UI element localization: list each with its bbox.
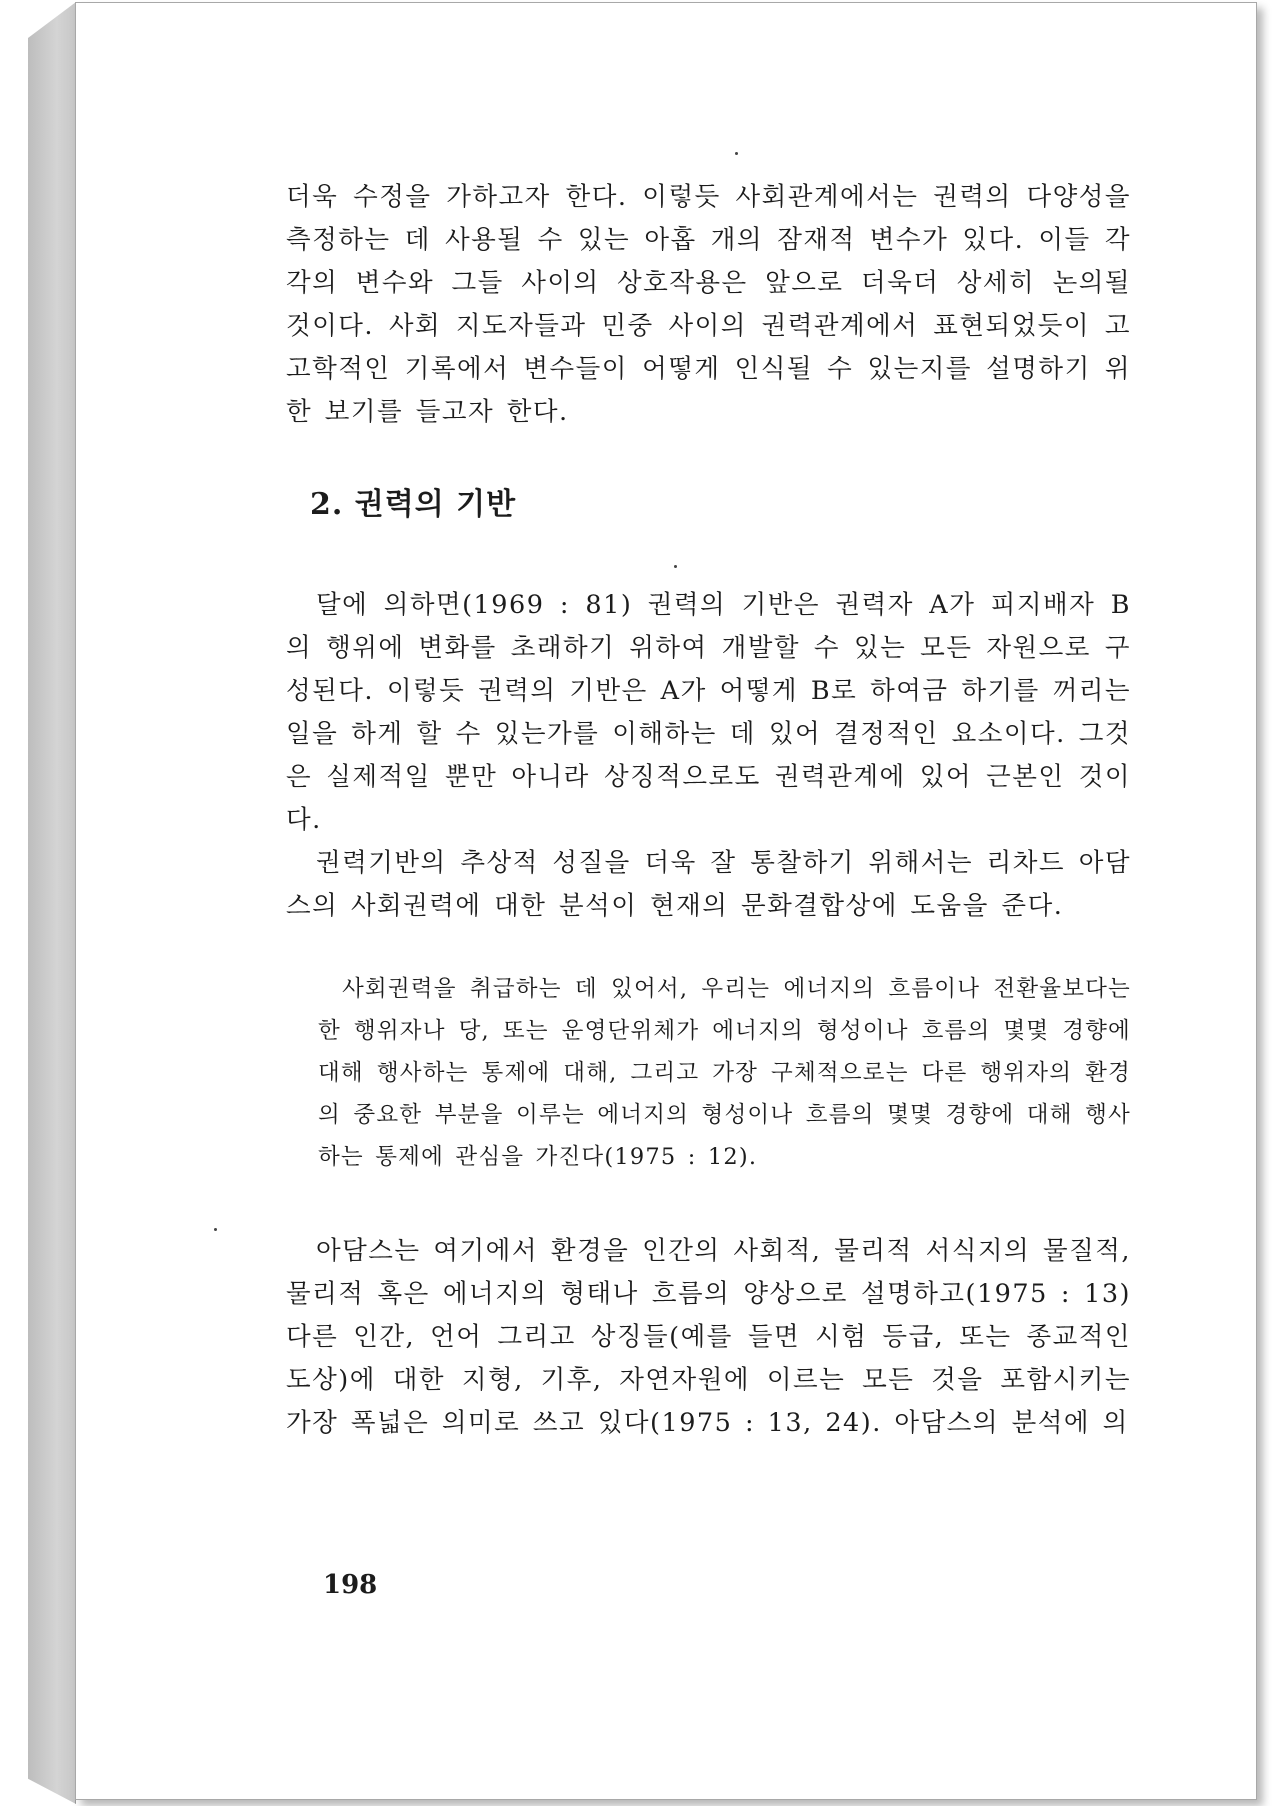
book-spine [28, 2, 76, 1804]
block-quote [318, 968, 1131, 1178]
paragraph-adams-intro: 권력기반의 추상적 성질을 더욱 잘 통찰하기 위해서는 리차드 아담스의 사회권력에 대한 분석이 현재의 문화결합상에 도움을 준다. [286, 848, 1131, 921]
paragraph-power-base: 달에 의하면(1969 : 81) 권력의 기반은 권력자 A가 피지배자 B의 행위에 변화를 초래하기 위하여 개발할 수 있는 모든 자원으로 구성된다. 이렇듯 권력의 기반은 A가 어떻게 B로 하여금 하기를 꺼리는 일을 하게 할 수 있는가를 이해하는 데 있어 결정적인 요소이다. 그것은 실제적일 뿐만 아니라 상징적으로도 권력관계에 있어 근본인 것이다. [286, 590, 1131, 835]
section-heading: 2. 권력의 기반 [310, 487, 517, 522]
paragraph-adams-analysis: 아담스는 여기에서 환경을 인간의 사회적, 물리적 서식지의 물질적, 물리적 혹은 에너지의 형태나 흐름의 양상으로 설명하고(1975 : 13) 다른 인간, 언어 그리고 상징들(예를 들면 시험 등급, 또는 종교적인 도상)에 대한 지형, 기후, 자연자원에 이르는 모든 것을 포함시키는 가장 폭넓은 의미로 쓰고 있다(1975 : 13, 24). 아담스의 분석에 의 [286, 1236, 1131, 1438]
scan-speck [674, 565, 677, 568]
page-number: 198 [323, 1570, 378, 1600]
paragraph-continued: 더욱 수정을 가하고자 한다. 이렇듯 사회관계에서는 권력의 다양성을 측정하는 데 사용될 수 있는 아홉 개의 잠재적 변수가 있다. 이들 각각의 변수와 그들 사이의 상호작용은 앞으로 더욱더 상세히 논의될 것이다. 사회 지도자들과 민중 사이의 권력관계에서 표현되었듯이 고고학적인 기록에서 변수들이 어떻게 인식될 수 있는지를 설명하기 위한 보기를 들고자 한다. [286, 182, 1131, 427]
page-content [286, 176, 1131, 1445]
scan-speck [214, 1228, 217, 1231]
scan-speck [735, 152, 738, 155]
block-quote-text: 사회권력을 취급하는 데 있어서, 우리는 에너지의 흐름이나 전환율보다는 한 행위자나 당, 또는 운영단위체가 에너지의 형성이나 흐름의 몇몇 경향에 대해 행사하는 통제에 대해, 그리고 가장 구체적으로는 다른 행위자의 환경의 중요한 부분을 이루는 에너지의 형성이나 흐름의 몇몇 경향에 대해 행사하는 통제에 관심을 가진다(1975 : 12). [318, 976, 1131, 1170]
